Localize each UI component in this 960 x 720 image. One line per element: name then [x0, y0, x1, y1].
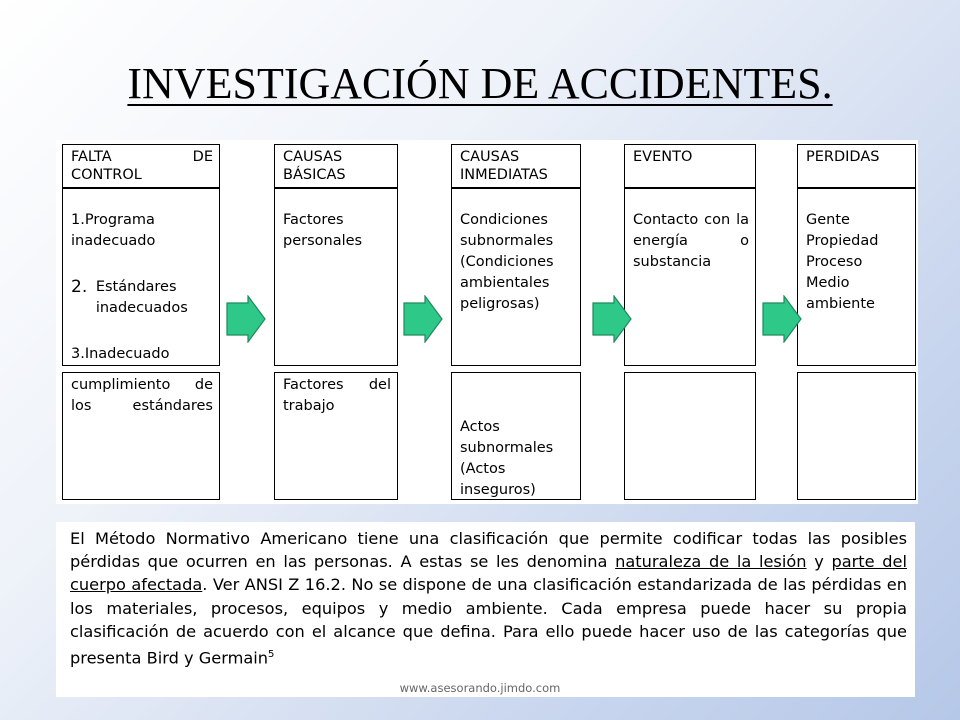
causas-inmediatas-header: [452, 145, 580, 184]
causas-inmediatas-upper-text: Condiciones subnormales (Condiciones ambientales peligrosas): [460, 212, 554, 312]
falta-control-lower-text: cumplimiento de los estándares: [71, 377, 213, 414]
causation-diagram: [56, 140, 918, 504]
control-item-3: 3.Inadecuado: [71, 346, 170, 362]
causas-basicas-lower-text: Factores del trabajo: [283, 377, 391, 414]
perdida-item: Propiedad: [806, 233, 879, 249]
header-word: BÁSICAS: [283, 167, 346, 183]
description-panel: [56, 522, 915, 697]
arrow-right-icon: [762, 295, 802, 343]
causas-basicas-upper-text: Factores personales: [283, 212, 363, 249]
causas-basicas-body-box: [274, 188, 398, 366]
parte-cuerpo-term: parte del cuerpo afectada: [70, 552, 907, 595]
causas-inmediatas-lower-box: [451, 372, 581, 500]
header-word: FALTA: [71, 149, 112, 165]
falta-control-header: [63, 145, 219, 184]
perdida-item: Medio: [806, 275, 850, 291]
evento-header: [625, 145, 755, 166]
arrow-right-icon: [592, 295, 632, 343]
control-item-2-number: 2.: [71, 277, 88, 297]
causas-basicas-header-box: [274, 144, 398, 188]
evento-body-box: [624, 188, 756, 366]
paragraph-text: y: [806, 552, 832, 572]
header-word: CAUSAS: [460, 149, 520, 165]
header-word: CAUSAS: [283, 149, 343, 165]
naturaleza-lesion-term: naturaleza de la lesión: [615, 552, 807, 572]
slide-title: INVESTIGACIÓN DE ACCIDENTES.: [127, 59, 833, 108]
perdidas-header: [798, 145, 915, 166]
perdidas-header-box: [797, 144, 916, 188]
header-word: INMEDIATAS: [460, 167, 548, 183]
control-item-1: 1.Programa inadecuado: [71, 212, 156, 249]
perdidas-list: [798, 189, 915, 315]
causas-basicas-lower-box: [274, 372, 398, 500]
perdidas-body-box: [797, 188, 916, 366]
control-item-2-text: Estándares inadecuados: [95, 279, 188, 316]
header-word: CONTROL: [71, 167, 142, 183]
evento-upper-text: Contacto con la energía o substancia: [633, 212, 749, 270]
header-word: EVENTO: [633, 149, 693, 165]
perdida-item: Proceso: [806, 254, 863, 270]
paragraph-text: . Ver ANSI Z 16.2. No se dispone de una clasificación estandarizada de las pérdidas en los materiales, procesos, equipos y medio ambiente. Cada empresa puede hacer su propia clasificación de acuerdo con el alcance que defina. Para ello puede hacer uso de las categorías que presenta Bird y Germain: [70, 575, 907, 668]
causas-inmediatas-body-box: [451, 188, 581, 366]
arrow-right-icon: [226, 295, 266, 343]
evento-lower-box: [624, 372, 756, 500]
perdidas-lower-box: [797, 372, 916, 500]
paragraph-text: El Método Normativo Americano tiene una clasificación que permite codificar todas las posibles pérdidas que ocurren en las personas. A estas se les denomina: [70, 529, 907, 572]
evento-header-box: [624, 144, 756, 188]
perdida-item: Gente: [806, 212, 850, 228]
header-word: PERDIDAS: [806, 149, 880, 165]
falta-control-body-box: [62, 188, 220, 366]
falta-control-lower-box: [62, 372, 220, 500]
causas-inmediatas-header-box: [451, 144, 581, 188]
arrow-right-icon: [403, 295, 443, 343]
causas-inmediatas-lower-text: Actos subnormales (Actos inseguros): [460, 419, 554, 498]
description-paragraph: [70, 527, 907, 670]
control-item-2: [63, 277, 221, 319]
falta-control-header-box: [62, 144, 220, 188]
footnote-marker: 5: [268, 649, 275, 661]
footer-url: www.asesorando.jimdo.com: [399, 681, 561, 695]
perdida-item: ambiente: [806, 296, 875, 312]
header-word: DE: [192, 149, 213, 165]
causas-basicas-header: [275, 145, 397, 184]
